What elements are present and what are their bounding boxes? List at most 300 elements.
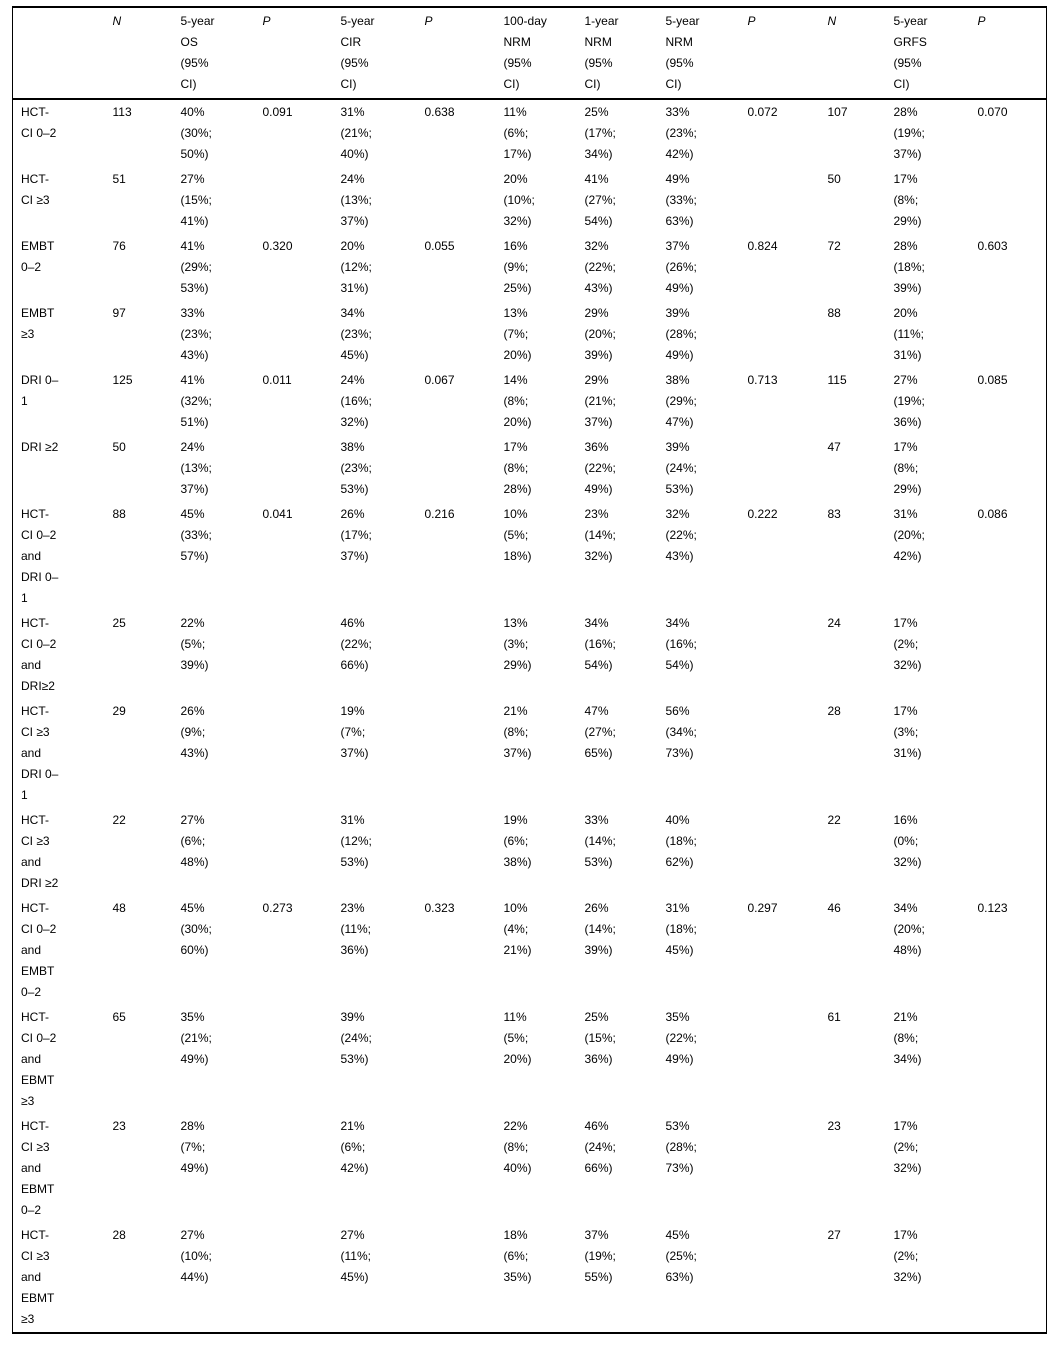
cell-text: HCT-CI ≥3 and EBMT ≥3 xyxy=(21,1228,55,1326)
cell-os-5year xyxy=(173,502,255,611)
cell-nrm-5year xyxy=(658,301,740,368)
cell-p-cir xyxy=(417,1114,496,1223)
cell-grfs-5year xyxy=(886,808,970,896)
cell-n xyxy=(105,502,173,611)
cell-text: 17% (8%; 29%) xyxy=(893,440,922,496)
cell-p-os xyxy=(255,368,333,435)
cell-text: 97 xyxy=(112,306,126,320)
cell-os-5year xyxy=(173,611,255,699)
cell-text: 46% (22%; 66%) xyxy=(340,616,372,672)
cell-nrm-1year xyxy=(577,435,658,502)
cell-text: 51 xyxy=(112,172,126,186)
column-header-label: N xyxy=(827,14,837,28)
cell-os-5year xyxy=(173,1005,255,1114)
cell-os-5year xyxy=(173,167,255,234)
cell-p-cir xyxy=(417,808,496,896)
cell-text: 38% (23%; 53%) xyxy=(340,440,372,496)
cell-text: 31% (18%; 45%) xyxy=(665,901,697,957)
cell-text: 28% (7%; 49%) xyxy=(180,1119,209,1175)
cell-text: HCT-CI ≥3 and DRI ≥2 xyxy=(21,813,59,890)
cell-nrm-5year xyxy=(658,896,740,1005)
cell-p-grfs xyxy=(970,435,1047,502)
cell-grfs-5year xyxy=(886,99,970,167)
cell-text: 41% (29%; 53%) xyxy=(180,239,212,295)
cell-text: 0.085 xyxy=(977,373,1008,387)
cell-text: 53% (28%; 73%) xyxy=(665,1119,697,1175)
cell-cir-5year xyxy=(333,167,417,234)
cell-p-nrm xyxy=(740,301,820,368)
cell-text: 125 xyxy=(112,373,133,387)
cell-text: 46% (24%; 66%) xyxy=(584,1119,616,1175)
cell-text: 88 xyxy=(827,306,841,320)
cell-os-5year xyxy=(173,1114,255,1223)
cell-text: 0.824 xyxy=(747,239,778,253)
cell-nrm-5year xyxy=(658,435,740,502)
cell-text: HCT-CI 0–2 and DRI≥2 xyxy=(21,616,57,693)
cell-text: 16% (9%; 25%) xyxy=(503,239,532,295)
cell-grfs-5year xyxy=(886,611,970,699)
cell-p-nrm xyxy=(740,1114,820,1223)
cell-nrm-1year xyxy=(577,99,658,167)
cell-text: 27% (6%; 48%) xyxy=(180,813,209,869)
cell-p-grfs xyxy=(970,1114,1047,1223)
cell-p-grfs xyxy=(970,1005,1047,1114)
table-row xyxy=(13,435,1047,502)
cell-nrm-5year xyxy=(658,611,740,699)
row-label xyxy=(13,301,105,368)
cell-p-cir xyxy=(417,611,496,699)
cell-text: 22% (8%; 40%) xyxy=(503,1119,532,1175)
cell-n xyxy=(105,234,173,301)
cell-cir-5year xyxy=(333,699,417,808)
cell-text: 56% (34%; 73%) xyxy=(665,704,697,760)
column-header-label: P xyxy=(262,14,271,28)
cell-text: 65 xyxy=(112,1010,126,1024)
cell-text: 46 xyxy=(827,901,841,915)
cell-text: 0.323 xyxy=(424,901,455,915)
cell-text: 50 xyxy=(112,440,126,454)
cell-nrm-100day xyxy=(496,368,577,435)
cell-text: 34% (20%; 48%) xyxy=(893,901,925,957)
cell-text: 61 xyxy=(827,1010,841,1024)
cell-nrm-1year xyxy=(577,1005,658,1114)
cell-nrm-5year xyxy=(658,99,740,167)
cell-grfs-5year xyxy=(886,699,970,808)
cell-p-nrm xyxy=(740,896,820,1005)
cell-text: 26% (17%; 37%) xyxy=(340,507,372,563)
cell-nrm-5year xyxy=(658,368,740,435)
cell-grfs-5year xyxy=(886,368,970,435)
cell-p-grfs xyxy=(970,99,1047,167)
table-row xyxy=(13,896,1047,1005)
column-header-label: 1-year NRM (95% CI) xyxy=(584,14,619,91)
cell-cir-5year xyxy=(333,1114,417,1223)
column-header-p-os xyxy=(255,7,333,99)
cell-p-nrm xyxy=(740,611,820,699)
header-row xyxy=(13,7,1047,99)
cell-text: 25 xyxy=(112,616,126,630)
cell-text: 10% (5%; 18%) xyxy=(503,507,532,563)
cell-text: 23 xyxy=(827,1119,841,1133)
table-body xyxy=(13,99,1047,1333)
cell-p-nrm xyxy=(740,368,820,435)
cell-nrm-1year xyxy=(577,301,658,368)
cell-text: 0.638 xyxy=(424,105,455,119)
cell-n-grfs xyxy=(820,808,886,896)
cell-grfs-5year xyxy=(886,167,970,234)
cell-nrm-1year xyxy=(577,611,658,699)
cell-text: 107 xyxy=(827,105,848,119)
cell-text: 23 xyxy=(112,1119,126,1133)
cell-text: 29% (20%; 39%) xyxy=(584,306,616,362)
row-label xyxy=(13,1114,105,1223)
cell-cir-5year xyxy=(333,234,417,301)
cell-text: 27% (11%; 45%) xyxy=(340,1228,371,1284)
cell-text: 45% (25%; 63%) xyxy=(665,1228,697,1284)
cell-n xyxy=(105,1114,173,1223)
cell-text: 27% (19%; 36%) xyxy=(893,373,925,429)
column-header-label: N xyxy=(112,14,122,28)
cell-text: 45% (33%; 57%) xyxy=(180,507,212,563)
cell-text: 17% (8%; 28%) xyxy=(503,440,532,496)
column-header-nrm-100day xyxy=(496,7,577,99)
cell-text: 49% (33%; 63%) xyxy=(665,172,697,228)
cell-p-grfs xyxy=(970,896,1047,1005)
cell-p-cir xyxy=(417,368,496,435)
cell-text: HCT-CI 0–2 xyxy=(21,105,57,140)
cell-text: 13% (7%; 20%) xyxy=(503,306,532,362)
cell-n xyxy=(105,896,173,1005)
cell-text: 24 xyxy=(827,616,841,630)
cell-p-os xyxy=(255,808,333,896)
outcomes-table xyxy=(12,6,1047,1334)
cell-grfs-5year xyxy=(886,435,970,502)
cell-text: 13% (3%; 29%) xyxy=(503,616,532,672)
cell-nrm-1year xyxy=(577,699,658,808)
cell-p-grfs xyxy=(970,301,1047,368)
cell-text: 40% (18%; 62%) xyxy=(665,813,697,869)
cell-cir-5year xyxy=(333,301,417,368)
cell-nrm-100day xyxy=(496,167,577,234)
cell-p-cir xyxy=(417,1223,496,1333)
cell-os-5year xyxy=(173,368,255,435)
column-header-row-label xyxy=(13,7,105,99)
cell-text: 41% (32%; 51%) xyxy=(180,373,212,429)
cell-text: 10% (4%; 21%) xyxy=(503,901,532,957)
cell-os-5year xyxy=(173,699,255,808)
cell-text: 45% (30%; 60%) xyxy=(180,901,212,957)
column-header-label: 5-year NRM (95% CI) xyxy=(665,14,700,91)
cell-p-cir xyxy=(417,435,496,502)
cell-text: 20% (10%; 32%) xyxy=(503,172,535,228)
cell-n xyxy=(105,167,173,234)
cell-cir-5year xyxy=(333,435,417,502)
cell-nrm-5year xyxy=(658,699,740,808)
cell-text: 72 xyxy=(827,239,841,253)
row-label xyxy=(13,699,105,808)
column-header-nrm-1year xyxy=(577,7,658,99)
table-row xyxy=(13,167,1047,234)
cell-nrm-100day xyxy=(496,699,577,808)
cell-nrm-100day xyxy=(496,435,577,502)
cell-cir-5year xyxy=(333,808,417,896)
cell-text: 48 xyxy=(112,901,126,915)
cell-text: 28 xyxy=(827,704,841,718)
cell-text: 35% (22%; 49%) xyxy=(665,1010,697,1066)
cell-text: 18% (6%; 35%) xyxy=(503,1228,532,1284)
cell-cir-5year xyxy=(333,99,417,167)
cell-text: 22 xyxy=(112,813,126,827)
cell-text: 0.070 xyxy=(977,105,1008,119)
cell-nrm-5year xyxy=(658,502,740,611)
cell-text: 34% (16%; 54%) xyxy=(584,616,616,672)
cell-text: 20% (12%; 31%) xyxy=(340,239,372,295)
table-row xyxy=(13,99,1047,167)
cell-n-grfs xyxy=(820,1223,886,1333)
cell-text: 17% (3%; 31%) xyxy=(893,704,922,760)
cell-n-grfs xyxy=(820,699,886,808)
cell-text: 27% (10%; 44%) xyxy=(180,1228,212,1284)
cell-n-grfs xyxy=(820,234,886,301)
cell-os-5year xyxy=(173,896,255,1005)
cell-p-os xyxy=(255,699,333,808)
cell-os-5year xyxy=(173,99,255,167)
column-header-grfs-5year xyxy=(886,7,970,99)
cell-os-5year xyxy=(173,234,255,301)
cell-text: 0.273 xyxy=(262,901,293,915)
cell-n-grfs xyxy=(820,1005,886,1114)
cell-grfs-5year xyxy=(886,1005,970,1114)
cell-nrm-1year xyxy=(577,167,658,234)
cell-text: 17% (8%; 29%) xyxy=(893,172,922,228)
cell-text: 31% (21%; 40%) xyxy=(340,105,372,161)
cell-grfs-5year xyxy=(886,301,970,368)
column-header-n-grfs xyxy=(820,7,886,99)
cell-p-nrm xyxy=(740,167,820,234)
cell-text: 24% (16%; 32%) xyxy=(340,373,372,429)
row-label xyxy=(13,167,105,234)
cell-grfs-5year xyxy=(886,502,970,611)
cell-text: 34% (23%; 45%) xyxy=(340,306,372,362)
cell-text: 23% (11%; 36%) xyxy=(340,901,371,957)
cell-p-grfs xyxy=(970,234,1047,301)
cell-os-5year xyxy=(173,808,255,896)
cell-text: 27 xyxy=(827,1228,841,1242)
column-header-p-nrm xyxy=(740,7,820,99)
cell-text: 16% (0%; 32%) xyxy=(893,813,922,869)
cell-p-cir xyxy=(417,1005,496,1114)
column-header-p-cir xyxy=(417,7,496,99)
cell-text: 19% (6%; 38%) xyxy=(503,813,532,869)
cell-text: HCT-CI ≥3 and EBMT 0–2 xyxy=(21,1119,55,1217)
cell-nrm-100day xyxy=(496,808,577,896)
cell-text: 22 xyxy=(827,813,841,827)
cell-p-os xyxy=(255,502,333,611)
table-row xyxy=(13,1223,1047,1333)
cell-nrm-100day xyxy=(496,301,577,368)
cell-nrm-1year xyxy=(577,368,658,435)
cell-text: 32% (22%; 43%) xyxy=(584,239,616,295)
cell-n xyxy=(105,301,173,368)
cell-nrm-5year xyxy=(658,234,740,301)
table-row xyxy=(13,611,1047,699)
cell-p-nrm xyxy=(740,435,820,502)
cell-text: DRI 0–1 xyxy=(21,373,59,408)
cell-text: 28% (19%; 37%) xyxy=(893,105,925,161)
cell-text: 21% (8%; 37%) xyxy=(503,704,532,760)
cell-nrm-1year xyxy=(577,1223,658,1333)
cell-nrm-100day xyxy=(496,1223,577,1333)
cell-nrm-100day xyxy=(496,502,577,611)
cell-n xyxy=(105,1223,173,1333)
cell-n xyxy=(105,699,173,808)
cell-text: 11% (6%; 17%) xyxy=(503,105,532,161)
cell-nrm-100day xyxy=(496,1114,577,1223)
cell-n xyxy=(105,611,173,699)
cell-text: HCT-CI 0–2 and EBMT ≥3 xyxy=(21,1010,57,1108)
cell-p-os xyxy=(255,1114,333,1223)
cell-text: 17% (2%; 32%) xyxy=(893,1119,922,1175)
cell-text: 23% (14%; 32%) xyxy=(584,507,616,563)
cell-text: 39% (28%; 49%) xyxy=(665,306,697,362)
cell-nrm-5year xyxy=(658,808,740,896)
cell-p-os xyxy=(255,435,333,502)
row-label xyxy=(13,808,105,896)
cell-text: 0.011 xyxy=(262,373,292,387)
cell-text: 37% (26%; 49%) xyxy=(665,239,697,295)
cell-nrm-5year xyxy=(658,167,740,234)
cell-text: 21% (6%; 42%) xyxy=(340,1119,369,1175)
cell-p-nrm xyxy=(740,234,820,301)
cell-p-cir xyxy=(417,699,496,808)
cell-text: 31% (20%; 42%) xyxy=(893,507,925,563)
column-header-nrm-5year xyxy=(658,7,740,99)
cell-text: 0.086 xyxy=(977,507,1008,521)
cell-n-grfs xyxy=(820,301,886,368)
column-header-label: P xyxy=(977,14,986,28)
cell-nrm-1year xyxy=(577,1114,658,1223)
cell-text: HCT-CI ≥3 and DRI 0–1 xyxy=(21,704,59,802)
cell-grfs-5year xyxy=(886,1114,970,1223)
cell-p-grfs xyxy=(970,502,1047,611)
cell-text: 0.222 xyxy=(747,507,778,521)
cell-p-os xyxy=(255,99,333,167)
cell-p-cir xyxy=(417,896,496,1005)
cell-text: 39% (24%; 53%) xyxy=(665,440,697,496)
cell-p-grfs xyxy=(970,368,1047,435)
column-header-label: 5-year OS (95% CI) xyxy=(180,14,215,91)
cell-text: 0.055 xyxy=(424,239,455,253)
cell-text: 40% (30%; 50%) xyxy=(180,105,212,161)
cell-text: 28 xyxy=(112,1228,126,1242)
cell-os-5year xyxy=(173,1223,255,1333)
cell-n xyxy=(105,435,173,502)
column-header-n xyxy=(105,7,173,99)
cell-cir-5year xyxy=(333,368,417,435)
cell-text: 47% (27%; 65%) xyxy=(584,704,616,760)
cell-n-grfs xyxy=(820,896,886,1005)
cell-text: 0.123 xyxy=(977,901,1008,915)
cell-text: HCT-CI 0–2 and DRI 0–1 xyxy=(21,507,59,605)
cell-text: 21% (8%; 34%) xyxy=(893,1010,922,1066)
cell-text: 0.091 xyxy=(262,105,293,119)
cell-nrm-1year xyxy=(577,808,658,896)
cell-text: 20% (11%; 31%) xyxy=(893,306,924,362)
column-header-os-5year xyxy=(173,7,255,99)
cell-n xyxy=(105,808,173,896)
cell-p-nrm xyxy=(740,502,820,611)
cell-n-grfs xyxy=(820,502,886,611)
cell-text: 31% (12%; 53%) xyxy=(340,813,372,869)
cell-nrm-100day xyxy=(496,99,577,167)
cell-text: 29% (21%; 37%) xyxy=(584,373,616,429)
row-label xyxy=(13,896,105,1005)
row-label xyxy=(13,502,105,611)
cell-text: 76 xyxy=(112,239,126,253)
cell-text: 0.041 xyxy=(262,507,293,521)
cell-text: 27% (15%; 41%) xyxy=(180,172,212,228)
cell-text: 0.320 xyxy=(262,239,293,253)
cell-text: EMBT ≥3 xyxy=(21,306,55,341)
column-header-label: P xyxy=(424,14,433,28)
cell-p-os xyxy=(255,167,333,234)
cell-p-nrm xyxy=(740,699,820,808)
cell-p-grfs xyxy=(970,699,1047,808)
column-header-label: P xyxy=(747,14,756,28)
cell-text: 25% (15%; 36%) xyxy=(584,1010,616,1066)
cell-n xyxy=(105,1005,173,1114)
table-row xyxy=(13,234,1047,301)
table-header xyxy=(13,7,1047,99)
cell-text: 41% (27%; 54%) xyxy=(584,172,616,228)
cell-text: 0.072 xyxy=(747,105,778,119)
cell-p-cir xyxy=(417,167,496,234)
cell-p-grfs xyxy=(970,167,1047,234)
table-row xyxy=(13,301,1047,368)
column-header-p-grfs xyxy=(970,7,1047,99)
cell-p-cir xyxy=(417,234,496,301)
cell-text: 11% (5%; 20%) xyxy=(503,1010,532,1066)
cell-text: 19% (7%; 37%) xyxy=(340,704,369,760)
cell-nrm-1year xyxy=(577,896,658,1005)
cell-n-grfs xyxy=(820,435,886,502)
cell-text: 17% (2%; 32%) xyxy=(893,616,922,672)
cell-nrm-5year xyxy=(658,1114,740,1223)
cell-text: EMBT 0–2 xyxy=(21,239,55,274)
cell-text: 83 xyxy=(827,507,841,521)
cell-n-grfs xyxy=(820,99,886,167)
row-label xyxy=(13,1005,105,1114)
cell-n xyxy=(105,368,173,435)
cell-text: 25% (17%; 34%) xyxy=(584,105,616,161)
cell-p-os xyxy=(255,301,333,368)
cell-text: 50 xyxy=(827,172,841,186)
cell-text: 24% (13%; 37%) xyxy=(180,440,212,496)
cell-grfs-5year xyxy=(886,234,970,301)
cell-n-grfs xyxy=(820,167,886,234)
cell-text: 113 xyxy=(112,105,132,119)
column-header-label: 100-day NRM (95% CI) xyxy=(503,14,547,91)
cell-p-os xyxy=(255,1223,333,1333)
cell-p-nrm xyxy=(740,1223,820,1333)
cell-p-grfs xyxy=(970,1223,1047,1333)
cell-p-cir xyxy=(417,99,496,167)
cell-cir-5year xyxy=(333,1223,417,1333)
cell-p-nrm xyxy=(740,1005,820,1114)
cell-text: 47 xyxy=(827,440,841,454)
cell-p-grfs xyxy=(970,611,1047,699)
row-label xyxy=(13,368,105,435)
